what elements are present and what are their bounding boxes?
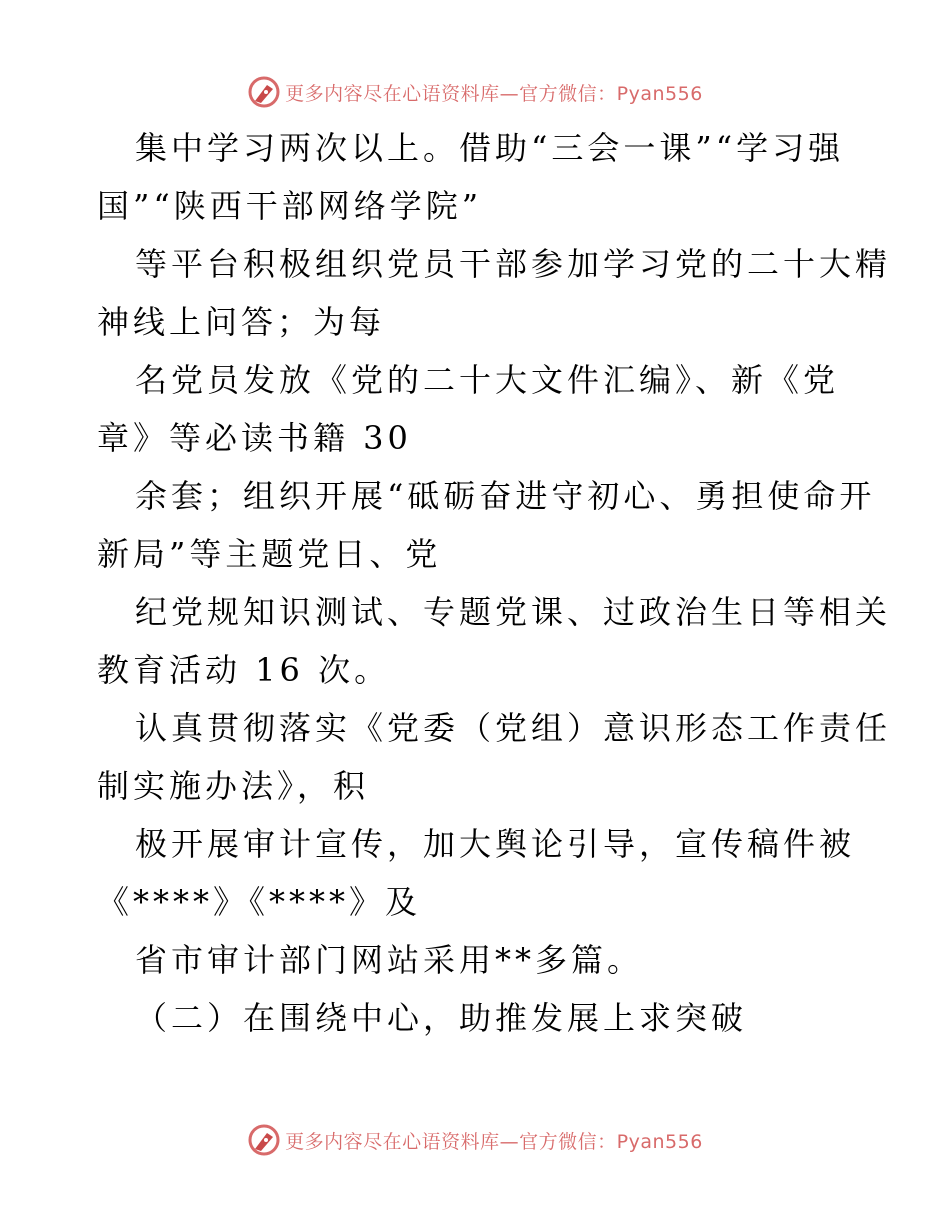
text-line: 教育活动 16 次。: [97, 651, 391, 689]
text-line: 名党员发放《党的二十大文件汇编》、新《党: [135, 361, 840, 399]
section-heading: （二）在围绕中心，助推发展上求突破: [135, 999, 748, 1037]
text-line: 纪党规知识测试、专题党课、过政治生日等相关: [135, 593, 892, 631]
text-line: 神线上问答；为每: [97, 303, 386, 341]
header-watermark: [0, 72, 950, 112]
text-line: 集中学习两次以上。借助“三会一课”“学习强: [135, 129, 845, 167]
text-line: 新局”等主题党日、党: [97, 535, 442, 573]
text-line: 极开展审计宣传，加大舆论引导，宣传稿件被: [135, 825, 856, 863]
text-line: 余套；组织开展“砥砺奋进守初心、勇担使命开: [135, 477, 876, 515]
footer-watermark: [0, 1120, 950, 1160]
text-line: 章》等必读书籍 30: [97, 419, 412, 457]
text-line: 认真贯彻落实《党委（党组）意识形态工作责任: [135, 709, 892, 747]
watermark-text: 更多内容尽在心语资料库—官方微信：Pyan556: [285, 82, 703, 105]
document-body: [97, 124, 892, 1052]
text-line: 等平台积极组织党员干部参加学习党的二十大精: [135, 245, 892, 283]
text-line: 省市审计部门网站采用**多篇。: [135, 941, 644, 979]
text-line: 国”“陕西干部网络学院”: [97, 187, 483, 225]
text-line: 《****》《****》及: [97, 883, 422, 921]
text-line: 制实施办法》，积: [97, 767, 370, 805]
pen-nib-logo-icon: [247, 75, 281, 109]
watermark-text: 更多内容尽在心语资料库—官方微信：Pyan556: [285, 1130, 703, 1153]
pen-nib-logo-icon: [247, 1123, 281, 1157]
